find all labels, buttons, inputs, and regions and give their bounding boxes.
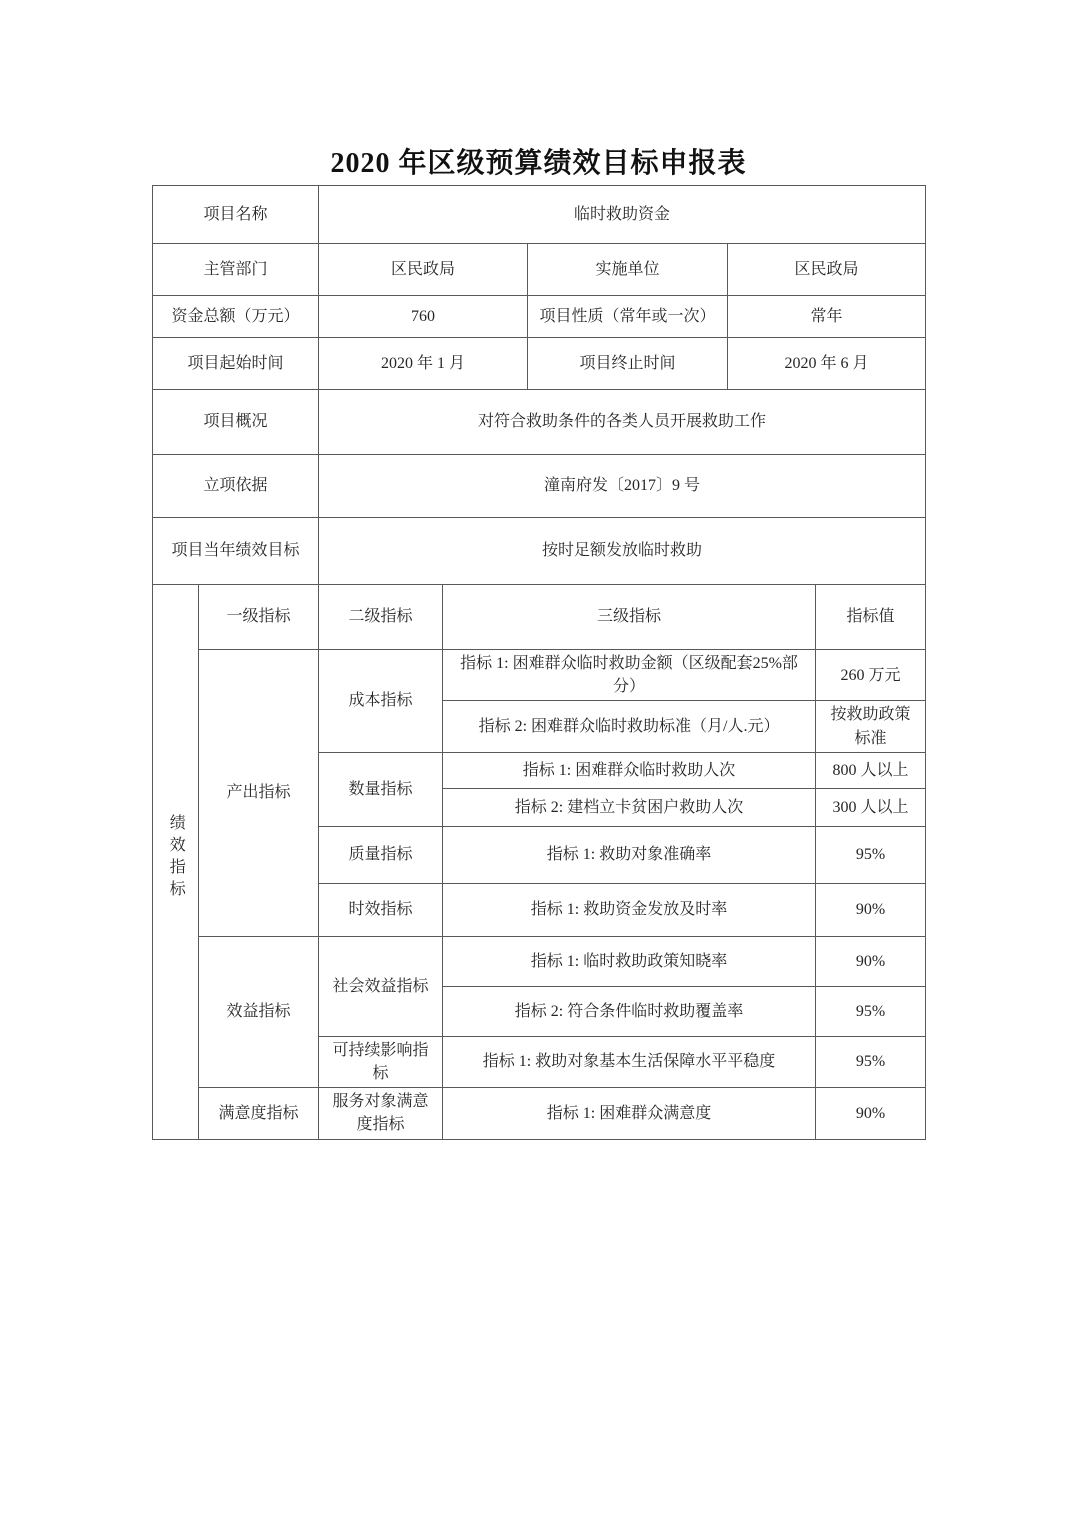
indicator-value-cell: 95% bbox=[816, 1036, 926, 1087]
level3-cell: 指标 1: 临时救助政策知晓率 bbox=[443, 936, 816, 986]
header-value: 指标值 bbox=[816, 585, 926, 650]
end-time-value: 2020 年 6 月 bbox=[728, 338, 926, 390]
table-row bbox=[153, 296, 926, 338]
level3-cell: 指标 2: 符合条件临时救助覆盖率 bbox=[443, 986, 816, 1036]
indicator-value-cell: 90% bbox=[816, 1088, 926, 1139]
project-name-value: 临时救助资金 bbox=[319, 186, 926, 244]
competent-dept-value: 区民政局 bbox=[319, 244, 528, 296]
table-row bbox=[153, 390, 926, 455]
indicator-row bbox=[153, 936, 926, 986]
level3-cell: 指标 1: 困难群众临时救助人次 bbox=[443, 752, 816, 788]
project-name-label: 项目名称 bbox=[153, 186, 319, 244]
start-time-label: 项目起始时间 bbox=[153, 338, 319, 390]
indicator-value-cell: 95% bbox=[816, 986, 926, 1036]
project-nature-value: 常年 bbox=[728, 296, 926, 338]
indicator-value-cell: 300 人以上 bbox=[816, 788, 926, 826]
overview-label: 项目概况 bbox=[153, 390, 319, 455]
implementing-unit-value: 区民政局 bbox=[728, 244, 926, 296]
implementing-unit-label: 实施单位 bbox=[528, 244, 728, 296]
basis-label: 立项依据 bbox=[153, 455, 319, 518]
indicator-value-cell: 95% bbox=[816, 826, 926, 883]
level2-cell: 质量指标 bbox=[319, 826, 443, 883]
project-nature-label: 项目性质（常年或一次） bbox=[528, 296, 728, 338]
indicator-value-cell: 90% bbox=[816, 883, 926, 936]
level3-cell: 指标 2: 建档立卡贫困户救助人次 bbox=[443, 788, 816, 826]
declaration-form-table bbox=[152, 185, 926, 1140]
indicator-value-cell: 260 万元 bbox=[816, 650, 926, 701]
indicator-value-cell: 90% bbox=[816, 936, 926, 986]
end-time-label: 项目终止时间 bbox=[528, 338, 728, 390]
header-level3: 三级指标 bbox=[443, 585, 816, 650]
indicator-row bbox=[153, 650, 926, 701]
level2-cell: 可持续影响指标 bbox=[319, 1036, 443, 1087]
header-level2: 二级指标 bbox=[319, 585, 443, 650]
level2-cell: 成本指标 bbox=[319, 650, 443, 753]
annual-goal-label: 项目当年绩效目标 bbox=[153, 518, 319, 585]
level2-cell: 服务对象满意度指标 bbox=[319, 1088, 443, 1139]
level2-cell: 社会效益指标 bbox=[319, 936, 443, 1036]
table-row bbox=[153, 244, 926, 296]
level1-cell: 满意度指标 bbox=[199, 1088, 319, 1139]
level3-cell: 指标 2: 困难群众临时救助标准（月/人.元） bbox=[443, 701, 816, 752]
table-row bbox=[153, 186, 926, 244]
total-funds-label: 资金总额（万元） bbox=[153, 296, 319, 338]
level3-cell: 指标 1: 救助对象基本生活保障水平平稳度 bbox=[443, 1036, 816, 1087]
total-funds-value: 760 bbox=[319, 296, 528, 338]
table-row bbox=[153, 338, 926, 390]
page-title: 2020 年区级预算绩效目标申报表 bbox=[330, 148, 747, 179]
annual-goal-value: 按时足额发放临时救助 bbox=[319, 518, 926, 585]
level3-cell: 指标 1: 救助资金发放及时率 bbox=[443, 883, 816, 936]
indicator-header-row bbox=[153, 585, 926, 650]
indicator-value-cell: 800 人以上 bbox=[816, 752, 926, 788]
level2-cell: 数量指标 bbox=[319, 752, 443, 826]
overview-value: 对符合救助条件的各类人员开展救助工作 bbox=[319, 390, 926, 455]
competent-dept-label: 主管部门 bbox=[153, 244, 319, 296]
table-row bbox=[153, 455, 926, 518]
level3-cell: 指标 1: 困难群众临时救助金额（区级配套25%部分） bbox=[443, 650, 816, 701]
indicator-value-cell: 按救助政策标准 bbox=[816, 701, 926, 752]
level3-cell: 指标 1: 困难群众满意度 bbox=[443, 1088, 816, 1139]
performance-section-cell bbox=[153, 585, 199, 1140]
performance-section-label: 绩效指标 bbox=[167, 814, 185, 903]
level2-cell: 时效指标 bbox=[319, 883, 443, 936]
level1-cell: 产出指标 bbox=[199, 650, 319, 937]
basis-value: 潼南府发〔2017〕9 号 bbox=[319, 455, 926, 518]
start-time-value: 2020 年 1 月 bbox=[319, 338, 528, 390]
header-level1: 一级指标 bbox=[199, 585, 319, 650]
level3-cell: 指标 1: 救助对象准确率 bbox=[443, 826, 816, 883]
level1-cell: 效益指标 bbox=[199, 936, 319, 1087]
table-row bbox=[153, 518, 926, 585]
indicator-row bbox=[153, 1088, 926, 1139]
